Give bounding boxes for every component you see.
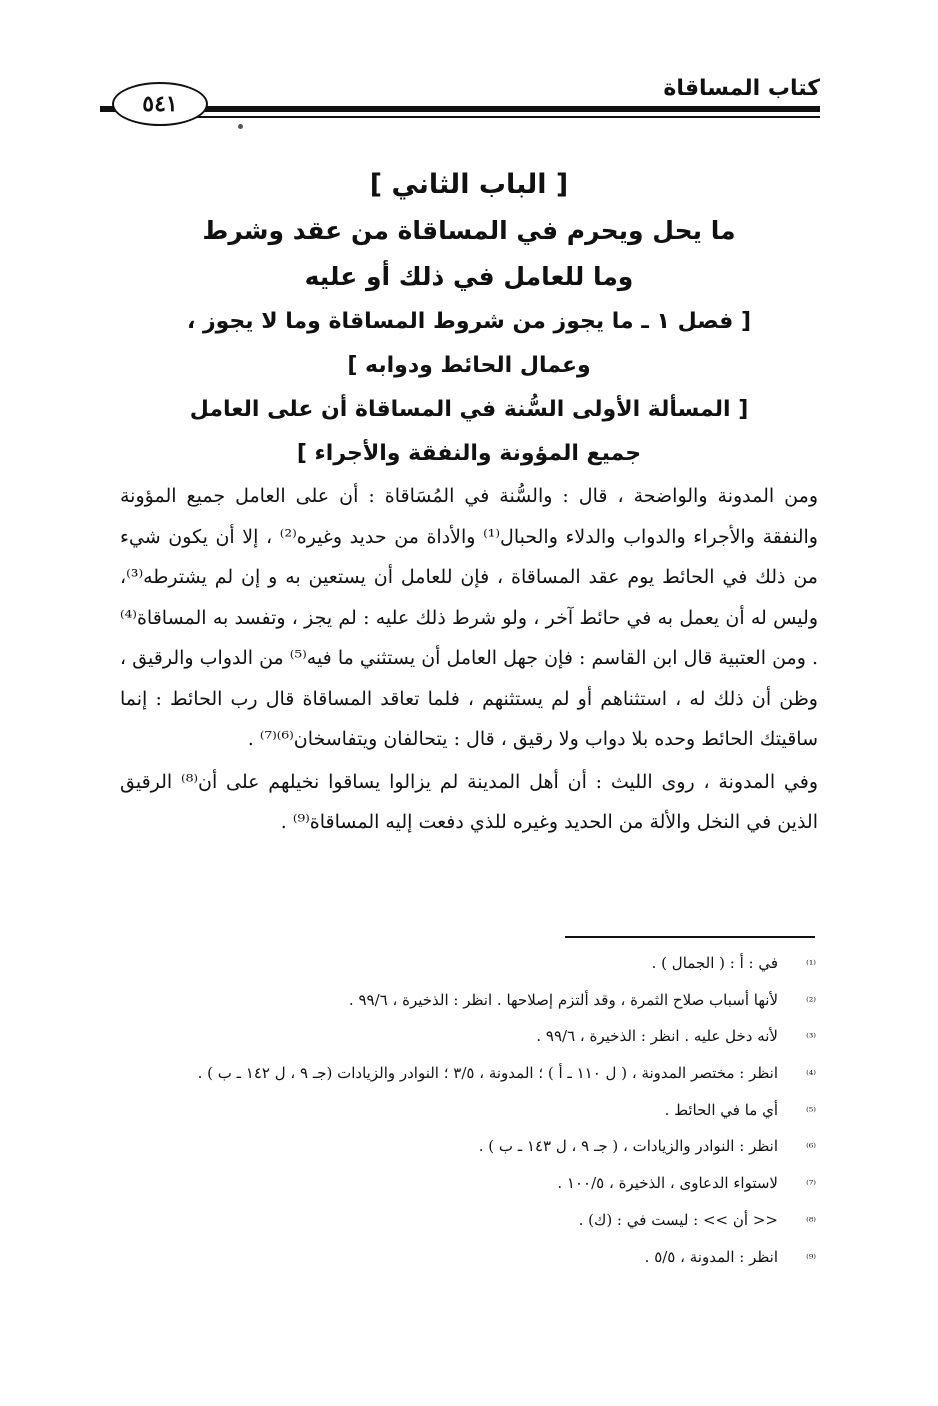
page-number: ٥٤١	[112, 82, 208, 126]
footnotes	[120, 954, 816, 1284]
footnote-text: انظر : النوادر والزيادات ، ( جـ ٩ ، ل ١٤٣ ـ ب ) .	[478, 1137, 778, 1156]
footnote-text: أي ما في الحائط .	[664, 1100, 778, 1119]
running-title: كتاب المساقاة	[663, 76, 820, 101]
chapter-heading: [ الباب الثاني ]	[369, 169, 569, 200]
chapter-headings	[110, 162, 828, 476]
body-paragraph: وفي المدونة ، روى الليث : أن أهل المدينة لم يزالوا يساقوا نخيلهم على أن⁽⁸⁾ الرقيق الذين في النخل والألة من الحديد وغيره للذي دفعت إليه المساقاة⁽⁹⁾ .	[120, 770, 818, 833]
footnote-item	[120, 1027, 816, 1064]
issue-heading-line-1: [ المسألة الأولى السُّنة في المساقاة أن على العامل	[189, 397, 749, 422]
chapter-title-line-2: وما للعامل في ذلك أو عليه	[304, 262, 634, 291]
header-rule-thin	[195, 116, 820, 118]
footnote-item	[120, 1174, 816, 1211]
footnote-text: انظر : مختصر المدونة ، ( ل ١١٠ ـ أ ) ؛ المدونة ، ٣/٥ ؛ النوادر والزيادات (جـ ٩ ، ل ١٤٢ ـ ب ) .	[197, 1064, 778, 1083]
footnote-item	[120, 1211, 816, 1248]
issue-heading-line-2: جميع المؤونة والنفقة والأجراء ]	[296, 441, 642, 466]
main-text	[120, 476, 818, 843]
footnote-text: << أن >> : ليست في : (ك) .	[578, 1210, 778, 1229]
footnote-number: ⁽²⁾	[806, 994, 816, 1008]
footnote-item	[120, 1101, 816, 1138]
body-paragraph: ومن المدونة والواضحة ، قال : والسُّنة في المُسَاقاة : أن على العامل جميع المؤونة والنفقة والأجراء والدواب والدلاء والحبال⁽¹⁾ والأداة من حديد وغيره⁽²⁾ ، إلا أن يكون شيء من ذلك في الحائط يوم عقد المساقاة ، فإن للعامل أن يستعين به و إن لم يشترطه⁽³⁾، وليس له أن يعمل به في حائط آخر ، ولو شرط ذلك عليه : لم يجز ، وتفسد به المساقاة⁽⁴⁾ . ومن العتبية قال ابن القاسم : فإن جهل العامل أن يستثني ما فيه⁽⁵⁾ من الدواب والرقيق ، وظن أن ذلك له ، استثناهم أو لم يستثنهم ، فلما تعاقد المساقاة قال رب الحائط : إنما ساقيتك الحائط وحده بلا دواب ولا رقيق ، قال : يتحالفان ويتفاسخان⁽⁶⁾⁽⁷⁾ .	[120, 485, 818, 750]
footnote-number: ⁽⁷⁾	[806, 1178, 816, 1192]
footnote-number: ⁽⁵⁾	[806, 1104, 816, 1118]
footnote-text: انظر : المدونة ، ٥/٥ .	[644, 1247, 778, 1266]
footnote-number: ⁽³⁾	[806, 1031, 816, 1045]
section-heading-line-2: وعمال الحائط ودوابه ]	[347, 353, 591, 378]
header-rule-thick	[195, 106, 820, 112]
footnote-item	[120, 1248, 816, 1285]
section-heading-line-1: [ فصل ١ ـ ما يجوز من شروط المساقاة وما لا يجوز ،	[186, 309, 752, 334]
footnote-number: ⁽⁹⁾	[806, 1251, 816, 1265]
footnote-text: لاستواء الدعاوى ، الذخيرة ، ١٠٠/٥ .	[557, 1174, 778, 1193]
footnote-separator	[565, 936, 815, 938]
footnote-item	[120, 954, 816, 991]
page-header	[100, 70, 820, 120]
chapter-title-line-1: ما يحل ويحرم في المساقاة من عقد وشرط	[202, 216, 736, 245]
footnote-number: ⁽⁴⁾	[806, 1068, 816, 1082]
footnote-text: لأنه دخل عليه . انظر : الذخيرة ، ٩٩/٦ .	[536, 1027, 778, 1046]
footnote-number: ⁽⁶⁾	[806, 1141, 816, 1155]
footnote-text: لأنها أسباب صلاح الثمرة ، وقد ألتزم إصلاحها . انظر : الذخيرة ، ٩٩/٦ .	[348, 990, 778, 1009]
scan-speck	[238, 124, 243, 129]
footnote-number: ⁽¹⁾	[806, 958, 816, 971]
footnote-item	[120, 991, 816, 1028]
footnote-text: في : أ : ( الجمال ) .	[651, 954, 778, 972]
footnote-number: ⁽⁸⁾	[806, 1214, 816, 1228]
footnote-item	[120, 1137, 816, 1174]
footnote-item	[120, 1064, 816, 1101]
